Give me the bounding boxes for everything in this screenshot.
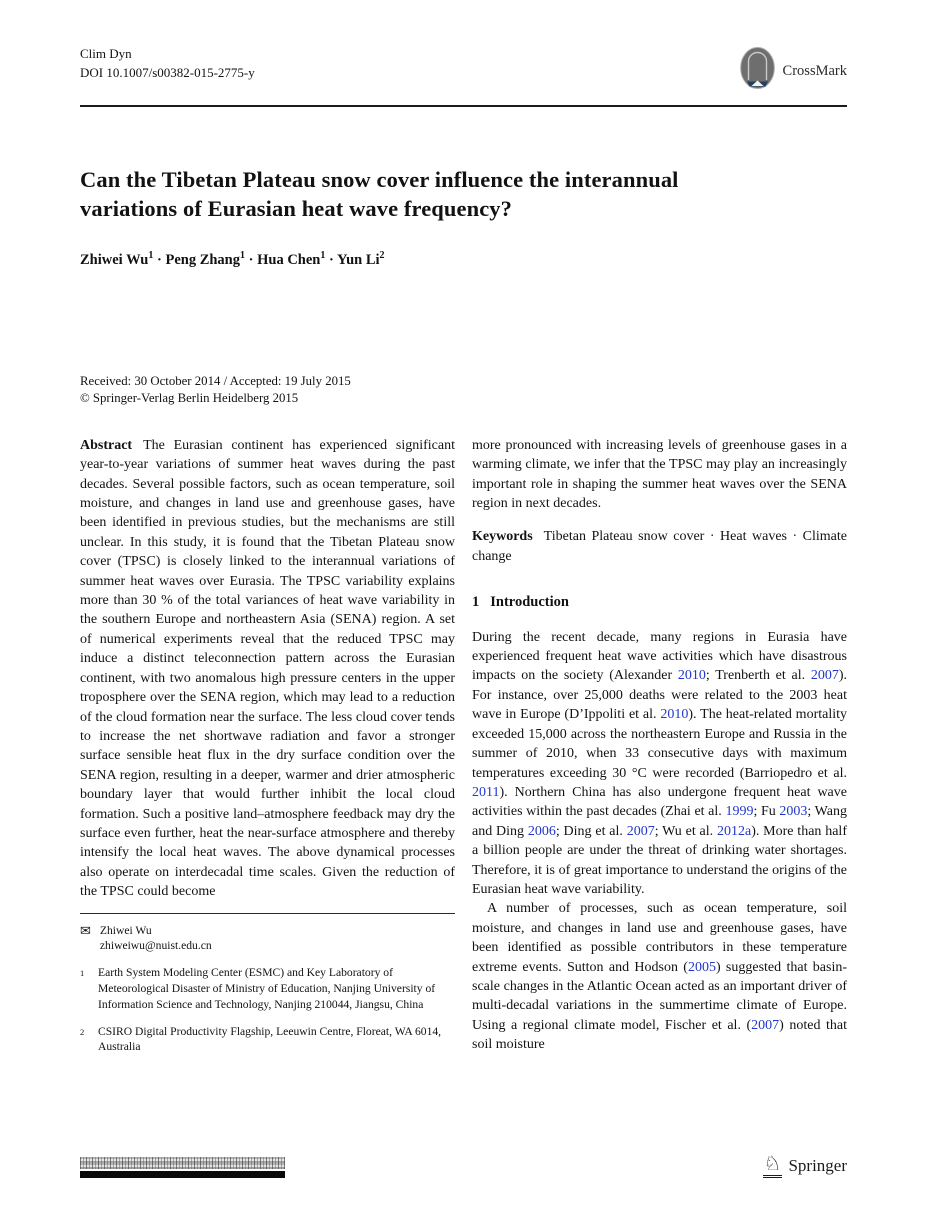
correspondence-email[interactable]: zhiweiwu@nuist.edu.cn xyxy=(99,939,212,953)
intro-paragraph-1: During the recent decade, many regions in Eurasia have experienced frequent heat wave activities which have disastrous impacts on the society (Alexander 2010; Trenberth et al. 2007). For instance, over 25,000 deaths were related to the 2003 heat wave in Europe (D’Ippoliti et al. 2010). The heat-related mortality exceeded 15,000 across the northeastern Europe and Russia in the summer of 2010, when 33 consecutive days with maximum temperatures exceeding 30 °C were recorded (Barriopedro et al. 2011). Northern China has also undergone frequent heat wave activities within the past decades (Zhai et al. 1999; Fu 2003; Wang and Ding 2006; Ding et al. 2007; Wu et al. 2012a). More than half a billion people are under the threat of drinking water shortages. Therefore, it is of great importance to understand the origins of the Eurasian heat wave variability. xyxy=(472,629,848,897)
abstract-paragraph xyxy=(80,436,455,902)
author-line: Zhiwei $Wu^1$ · Peng Zhang$^1$ · Hua Chen$^1$ · Yun Li$^2$ xyxy=(80,250,385,268)
affiliation-2-text: CSIRO Digital Productivity Flagship, Leeuwin Centre, Floreat, WA 6014, Australia xyxy=(98,1024,442,1054)
left-column xyxy=(80,436,455,1055)
affiliation-2 xyxy=(80,1024,455,1056)
scan-noise-band xyxy=(80,1157,285,1169)
journal-meta xyxy=(80,44,255,82)
abstract-continuation: more pronounced with increasing levels of greenhouse gases in a warming climate, we infer that the TPSC may play an increasingly important role in shaping the summer heat waves over the SENA region in next decades. xyxy=(472,437,847,512)
copyright-line: © Springer-Verlag Berlin Heidelberg 2015 xyxy=(80,390,299,405)
affiliation-2-number: 2 xyxy=(80,1026,85,1037)
affiliation-1-text: Earth System Modeling Center (ESMC) and Key Laboratory of Meteorological Disaster of Ministry of Education, Nanjing University of Information Science and Technology, Nanjing 210044, Jiangsu, China xyxy=(98,966,436,1011)
article-doi: DOI 10.1007/s00382-015-2775-y xyxy=(80,65,255,80)
springer-logo xyxy=(763,1154,847,1178)
abstract-label: Abstract xyxy=(80,437,133,453)
article-body xyxy=(80,436,847,1055)
section-number: 1 xyxy=(472,594,480,611)
keywords-paragraph xyxy=(472,527,847,566)
affiliation-1 xyxy=(80,965,455,1012)
scan-artifact-strip xyxy=(80,1157,285,1178)
chess-knight-icon: ♘ xyxy=(763,1154,783,1178)
correspondence-name: Zhiwei Wu xyxy=(99,923,152,937)
article-dates xyxy=(80,373,847,407)
page-header xyxy=(80,44,847,96)
crossmark-label: CrossMark xyxy=(782,62,847,79)
received-accepted: Received: 30 October 2014 / Accepted: 19 July 2015 xyxy=(80,373,351,388)
intro-paragraph-2: A number of processes, such as ocean temperature, soil moisture, and changes in land use and greenhouse gases, have been identified as possible contributors in these temperature extreme events. Sutton and Hodson (2005) suggested that basin-scale changes in the Atlantic Ocean acted as an important driver of multi-decadal variations in the summertime climate of Europe. Using a regional climate model, Fischer et al. (2007) noted that soil moisture xyxy=(472,901,847,1053)
page-footer xyxy=(80,1154,847,1178)
article-title: Can the Tibetan Plateau snow cover influence the interannual variations of Eurasian heat wave frequency? xyxy=(80,167,679,221)
section-heading-introduction xyxy=(472,593,847,612)
section-title: Introduction xyxy=(490,594,569,611)
envelope-icon: ✉ xyxy=(80,922,91,938)
abstract-text-col1: The Eurasian continent has experienced significant year-to-year variations of summer heat waves during the past decades. Several possible factors, such as ocean temperature, soil moisture, and changes in land use and greenhouse gases, have been identified in previous studies, but the mechanisms are still unclear. In this study, it is found that the Tibetan Plateau snow cover (TPSC) is closely linked to the interannual variations of summer heat waves over Eurasia. The TPSC variability explains more than 30 % of the total variances of heat wave variability in the southern Europe and northeastern Asia (SENA) region. A set of numerical experiments reveal that the reduced TPSC may induce a distinct teleconnection pattern across the Eurasian continent, with two anomalous high pressure centers in the upper troposphere over the SENA region, which may lead to a reduction of the cloud formation near the surface. The less cloud cover tends to increase the net shortwave radiation and favor a stronger surface sensible heat flux in the dry surface condition over the SENA region, resulting in a deeper, warmer and drier atmospheric boundary layer that would further inhibit the local cloud formation. Such a positive land–atmosphere feedback may dry the surface even further, heat the near-surface atmosphere and thereby intensify the local heat waves. The above dynamical processes also operate on interdecadal time scales. Given the reduction of the TPSC could become xyxy=(80,437,455,900)
affiliation-1-number: 1 xyxy=(80,968,85,979)
crossmark-badge[interactable] xyxy=(739,46,847,96)
footnote-block xyxy=(80,913,455,1056)
correspondence-block xyxy=(80,923,455,955)
publisher-name: Springer xyxy=(788,1156,847,1175)
right-column xyxy=(472,436,847,1055)
scan-black-bar xyxy=(80,1171,285,1178)
keywords-text: Tibetan Plateau snow cover · Heat waves · Climate change xyxy=(472,529,847,564)
header-divider xyxy=(80,105,847,107)
crossmark-icon xyxy=(739,46,776,96)
keywords-label: Keywords xyxy=(472,529,533,545)
correspondence-info xyxy=(100,923,212,955)
journal-name: Clim Dyn xyxy=(80,46,132,61)
